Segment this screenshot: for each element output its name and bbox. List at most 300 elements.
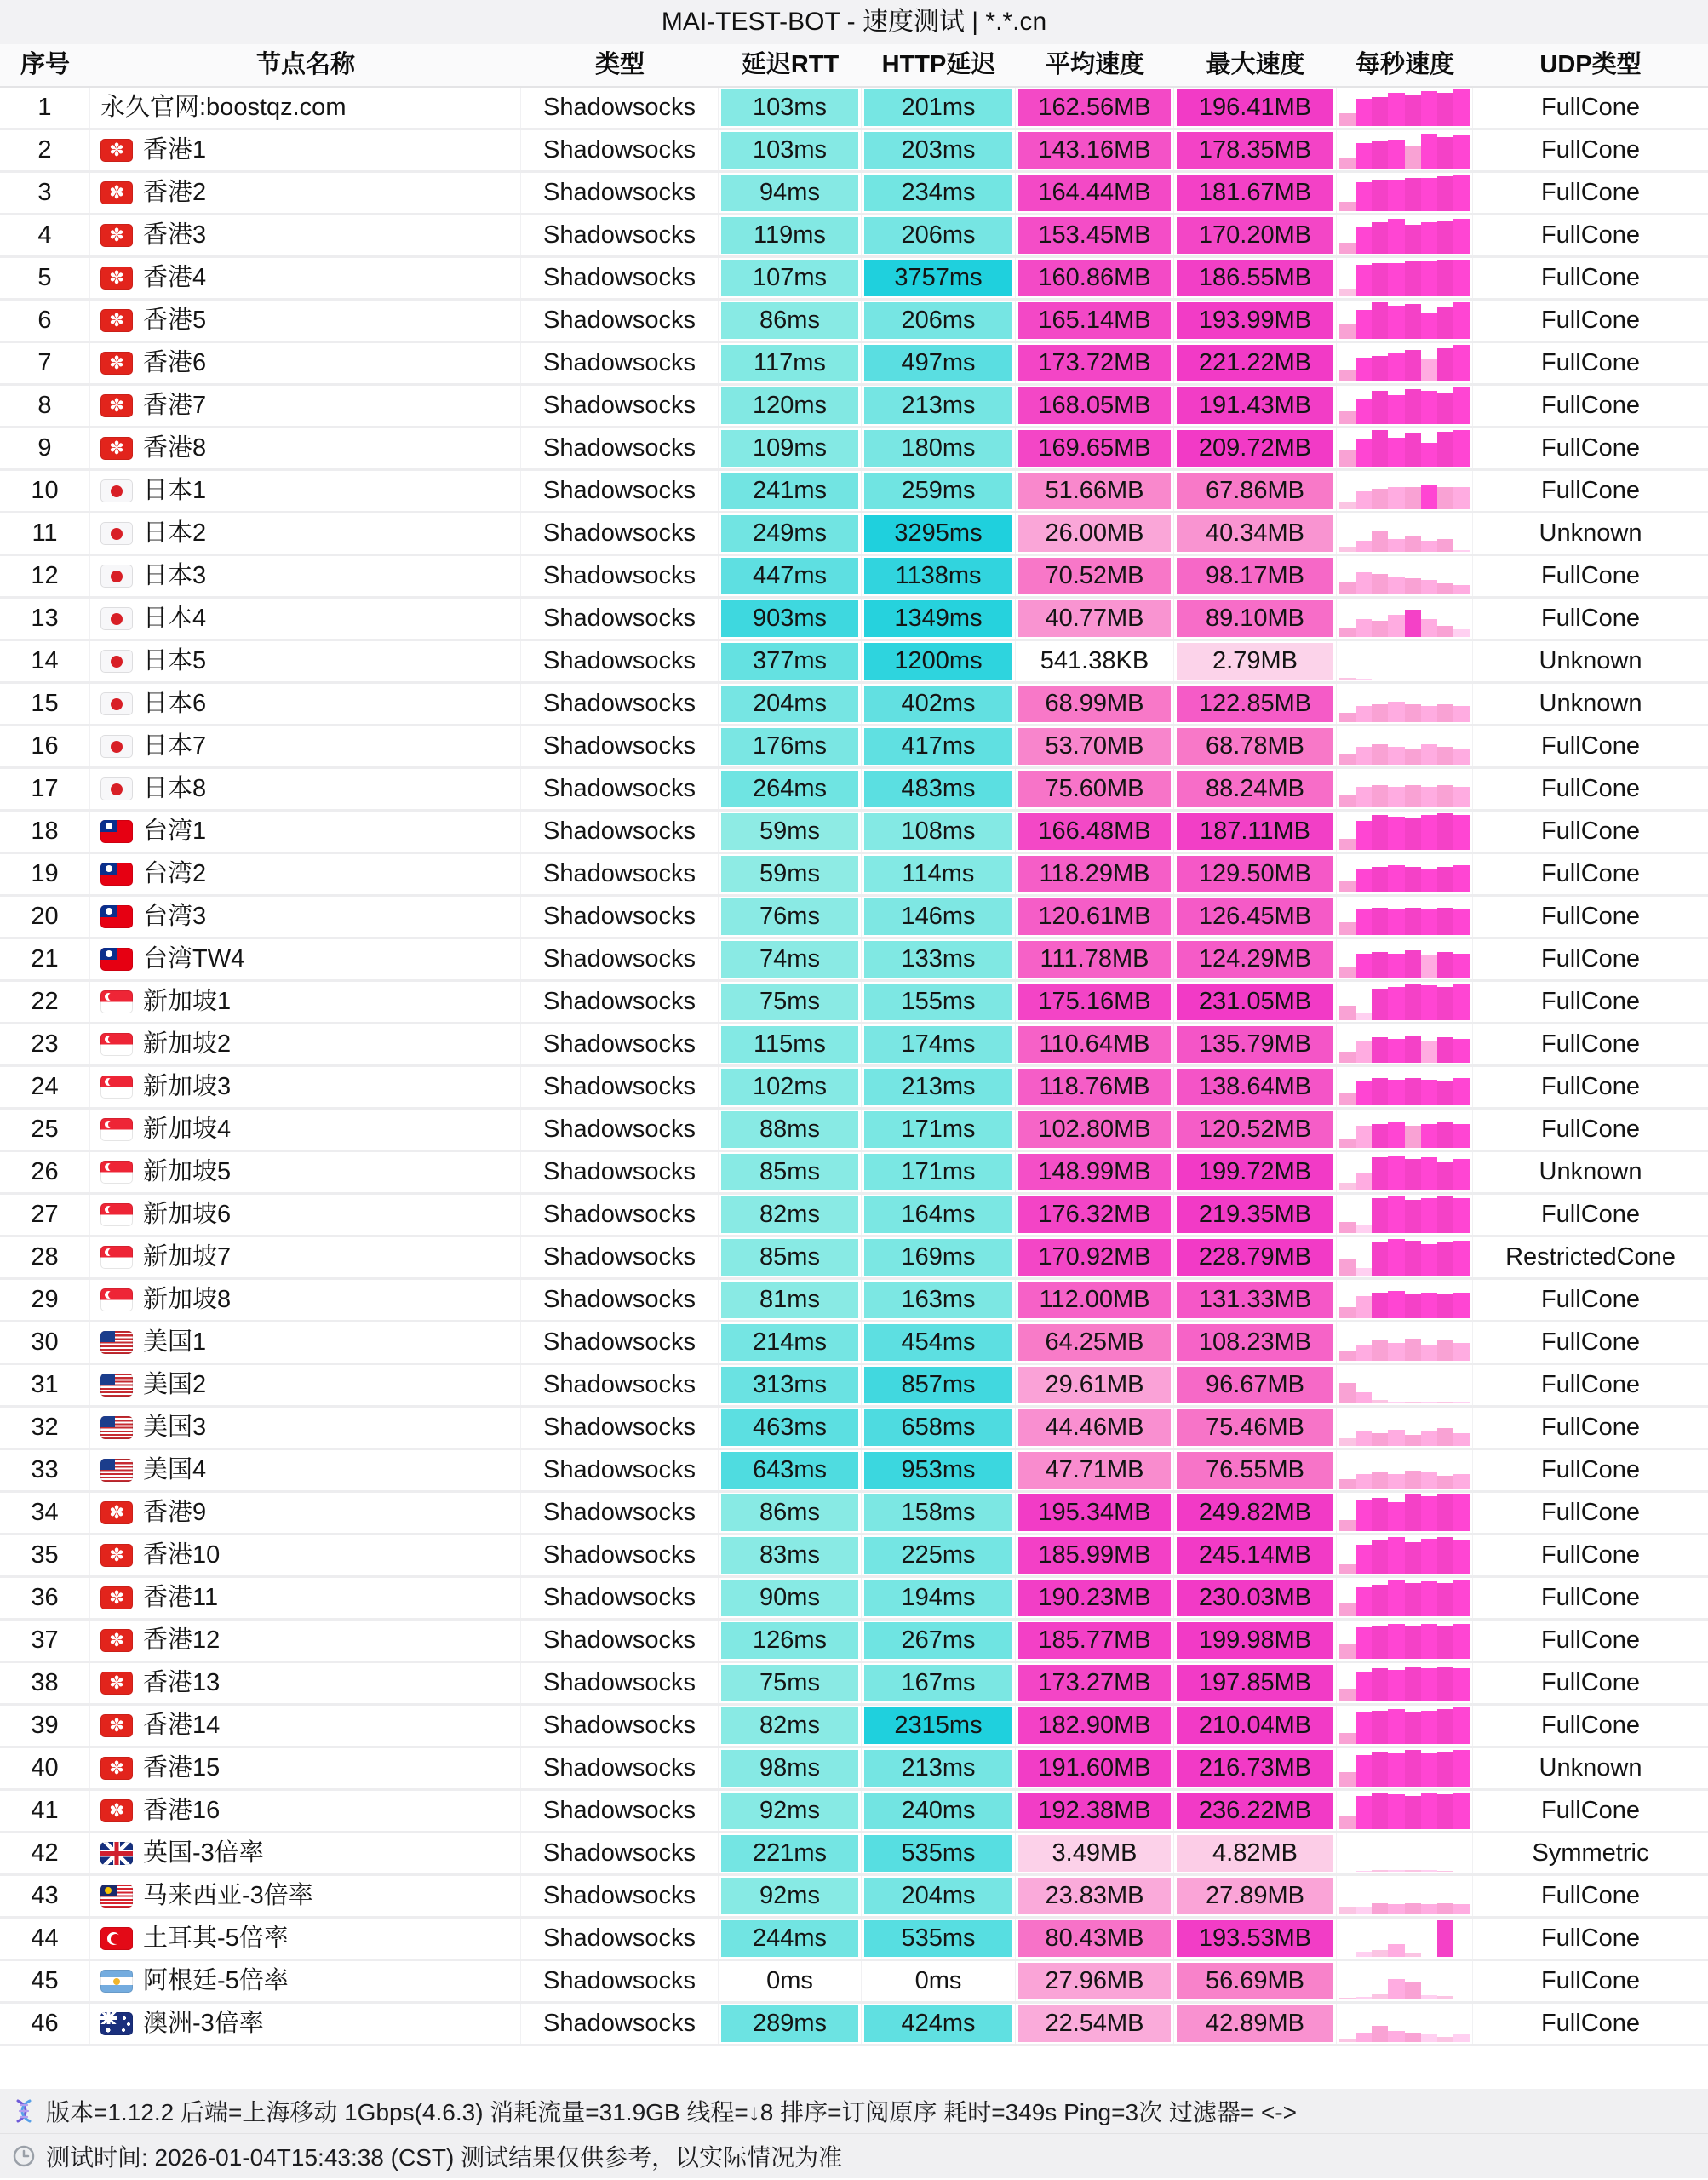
cell-http-latency: 167ms (862, 1663, 1016, 1703)
node-name-text: 日本5 (143, 647, 207, 674)
cell-node-name (90, 1791, 521, 1831)
cell-http-latency: 203ms (862, 130, 1016, 170)
cell-type: Shadowsocks (521, 1365, 719, 1405)
cell-rtt-latency: 88ms (719, 1110, 862, 1150)
cell-udp-type: FullCone (1540, 264, 1641, 291)
cell-max-speed: 216.73MB (1174, 1748, 1337, 1788)
cell-speed-sparkline (1337, 301, 1473, 341)
cell-node-name (90, 982, 521, 1022)
flag-icon (100, 139, 133, 162)
cell-index: 36 (0, 1578, 90, 1618)
cell-http-latency: 213ms (862, 1067, 1016, 1107)
cell-node-name (90, 386, 521, 426)
cell-node-name (90, 1195, 521, 1235)
table-row (0, 939, 1708, 982)
cell-udp-type: Symmetric (1532, 1839, 1649, 1867)
node-name-text: 美国2 (143, 1371, 207, 1398)
cell-type: Shadowsocks (521, 641, 719, 681)
cell-node-name (90, 428, 521, 468)
cell-max-speed: 230.03MB (1174, 1578, 1337, 1618)
cell-index: 46 (0, 2004, 90, 2044)
cell-max-speed: 40.34MB (1174, 513, 1337, 554)
cell-avg-speed: 182.90MB (1016, 1706, 1174, 1746)
cell-rtt-latency: 463ms (719, 1408, 862, 1448)
cell-udp-type: FullCone (1540, 1328, 1641, 1356)
cell-speed-sparkline (1337, 556, 1473, 596)
cell-node-name (90, 1706, 521, 1746)
flag-icon (100, 607, 133, 630)
cell-rtt-latency: 244ms (719, 1919, 862, 1959)
column-header: 类型 (594, 51, 645, 78)
cell-rtt-latency: 75ms (719, 1663, 862, 1703)
cell-rtt-latency: 103ms (719, 88, 862, 128)
cell-avg-speed: 120.61MB (1016, 897, 1174, 937)
cell-node-name (90, 599, 521, 639)
cell-type: Shadowsocks (521, 1024, 719, 1064)
cell-udp-type: Unknown (1539, 1158, 1642, 1185)
cell-http-latency: 108ms (862, 812, 1016, 852)
cell-index: 14 (0, 641, 90, 681)
cell-udp-type: FullCone (1540, 562, 1641, 589)
cell-rtt-latency: 903ms (719, 599, 862, 639)
cell-type: Shadowsocks (521, 556, 719, 596)
cell-index: 16 (0, 726, 90, 766)
cell-avg-speed: 195.34MB (1016, 1493, 1174, 1533)
cell-node-name (90, 556, 521, 596)
cell-type: Shadowsocks (521, 1237, 719, 1277)
table-row (0, 513, 1708, 556)
cell-udp-type: FullCone (1540, 1456, 1641, 1483)
cell-max-speed: 126.45MB (1174, 897, 1337, 937)
cell-index: 38 (0, 1663, 90, 1703)
cell-max-speed: 170.20MB (1174, 215, 1337, 255)
table-row (0, 215, 1708, 258)
flag-icon (100, 1970, 133, 1993)
cell-index: 45 (0, 1961, 90, 2001)
flag-icon (100, 309, 133, 332)
cell-index: 20 (0, 897, 90, 937)
table-row (0, 1663, 1708, 1706)
cell-http-latency: 213ms (862, 1748, 1016, 1788)
cell-http-latency: 206ms (862, 215, 1016, 255)
cell-speed-sparkline (1337, 343, 1473, 383)
cell-speed-sparkline (1337, 471, 1473, 511)
table-row (0, 1365, 1708, 1408)
cell-node-name (90, 1748, 521, 1788)
table-row (0, 1237, 1708, 1280)
cell-index: 24 (0, 1067, 90, 1107)
cell-udp-type: Unknown (1539, 647, 1642, 674)
cell-http-latency: 158ms (862, 1493, 1016, 1533)
cell-http-latency: 267ms (862, 1621, 1016, 1661)
footer-gap (0, 2046, 1708, 2089)
cell-udp-type: FullCone (1540, 1541, 1641, 1569)
cell-http-latency: 155ms (862, 982, 1016, 1022)
flag-icon (100, 479, 133, 502)
cell-avg-speed: 192.38MB (1016, 1791, 1174, 1831)
cell-node-name (90, 769, 521, 809)
cell-speed-sparkline (1337, 726, 1473, 766)
cell-index: 35 (0, 1535, 90, 1575)
cell-index: 15 (0, 684, 90, 724)
cell-avg-speed: 185.99MB (1016, 1535, 1174, 1575)
table-row (0, 1535, 1708, 1578)
table-row (0, 1152, 1708, 1195)
cell-speed-sparkline (1337, 130, 1473, 170)
cell-avg-speed: 102.80MB (1016, 1110, 1174, 1150)
cell-max-speed: 56.69MB (1174, 1961, 1337, 2001)
cell-index: 27 (0, 1195, 90, 1235)
cell-rtt-latency: 117ms (719, 343, 862, 383)
cell-speed-sparkline (1337, 769, 1473, 809)
cell-max-speed: 231.05MB (1174, 982, 1337, 1022)
cell-http-latency: 171ms (862, 1152, 1016, 1192)
cell-type: Shadowsocks (521, 982, 719, 1022)
cell-max-speed: 245.14MB (1174, 1535, 1337, 1575)
flag-icon (100, 267, 133, 290)
cell-rtt-latency: 103ms (719, 130, 862, 170)
cell-udp-type: FullCone (1540, 818, 1641, 845)
cell-node-name (90, 854, 521, 894)
cell-rtt-latency: 264ms (719, 769, 862, 809)
cell-http-latency: 240ms (862, 1791, 1016, 1831)
cell-http-latency: 953ms (862, 1450, 1016, 1490)
cell-index: 12 (0, 556, 90, 596)
cell-udp-type: FullCone (1540, 1030, 1641, 1058)
flag-icon (100, 1586, 133, 1609)
flag-icon (100, 990, 133, 1013)
table-row (0, 428, 1708, 471)
table-row (0, 1876, 1708, 1919)
cell-speed-sparkline (1337, 1535, 1473, 1575)
cell-node-name (90, 1578, 521, 1618)
cell-node-name (90, 2004, 521, 2044)
cell-udp-type: FullCone (1540, 1116, 1641, 1143)
cell-avg-speed: 80.43MB (1016, 1919, 1174, 1959)
cell-http-latency: 174ms (862, 1024, 1016, 1064)
node-name-text: 香港3 (143, 221, 207, 249)
cell-http-latency: 163ms (862, 1280, 1016, 1320)
table-row (0, 1280, 1708, 1322)
cell-udp-type: FullCone (1540, 903, 1641, 930)
cell-avg-speed: 3.49MB (1016, 1833, 1174, 1873)
cell-index: 4 (0, 215, 90, 255)
cell-http-latency: 201ms (862, 88, 1016, 128)
cell-max-speed: 129.50MB (1174, 854, 1337, 894)
cell-type: Shadowsocks (521, 1535, 719, 1575)
cell-speed-sparkline (1337, 1024, 1473, 1064)
cell-max-speed: 135.79MB (1174, 1024, 1337, 1064)
footer-line-2 (0, 2133, 1708, 2178)
cell-index: 33 (0, 1450, 90, 1490)
cell-node-name (90, 726, 521, 766)
node-name-text: 香港6 (143, 349, 207, 376)
cell-speed-sparkline (1337, 1322, 1473, 1362)
cell-type: Shadowsocks (521, 215, 719, 255)
cell-udp-type: RestrictedCone (1505, 1243, 1676, 1271)
cell-index: 11 (0, 513, 90, 554)
cell-avg-speed: 191.60MB (1016, 1748, 1174, 1788)
cell-udp-type: FullCone (1540, 860, 1641, 887)
cell-udp-type: FullCone (1540, 1669, 1641, 1696)
cell-rtt-latency: 643ms (719, 1450, 862, 1490)
cell-avg-speed: 162.56MB (1016, 88, 1174, 128)
cell-max-speed: 2.79MB (1174, 641, 1337, 681)
cell-max-speed: 131.33MB (1174, 1280, 1337, 1320)
cell-type: Shadowsocks (521, 1578, 719, 1618)
cell-avg-speed: 47.71MB (1016, 1450, 1174, 1490)
node-name-text: 永久官网:boostqz.com (100, 94, 347, 121)
cell-avg-speed: 27.96MB (1016, 1961, 1174, 2001)
cell-type: Shadowsocks (521, 1706, 719, 1746)
cell-type: Shadowsocks (521, 173, 719, 213)
cell-avg-speed: 148.99MB (1016, 1152, 1174, 1192)
flag-icon (100, 1459, 133, 1482)
table-row (0, 386, 1708, 428)
cell-type: Shadowsocks (521, 428, 719, 468)
cell-avg-speed: 175.16MB (1016, 982, 1174, 1022)
cell-http-latency: 259ms (862, 471, 1016, 511)
cell-index: 18 (0, 812, 90, 852)
cell-node-name (90, 1493, 521, 1533)
cell-max-speed: 187.11MB (1174, 812, 1337, 852)
flag-icon (100, 1203, 133, 1226)
cell-http-latency: 204ms (862, 1876, 1016, 1916)
cell-rtt-latency: 85ms (719, 1152, 862, 1192)
cell-type: Shadowsocks (521, 343, 719, 383)
table-row (0, 1919, 1708, 1961)
column-header: 序号 (20, 51, 70, 78)
cell-avg-speed: 51.66MB (1016, 471, 1174, 511)
cell-udp-type: FullCone (1540, 1882, 1641, 1909)
flag-icon (100, 1544, 133, 1567)
node-name-text: 台湾1 (143, 818, 207, 845)
table-row (0, 897, 1708, 939)
flag-icon (100, 352, 133, 375)
cell-udp-type: Unknown (1539, 519, 1642, 547)
cell-node-name (90, 173, 521, 213)
cell-type: Shadowsocks (521, 471, 719, 511)
cell-max-speed: 76.55MB (1174, 1450, 1337, 1490)
cell-node-name (90, 1621, 521, 1661)
cell-rtt-latency: 249ms (719, 513, 862, 554)
node-name-text: 日本4 (143, 605, 207, 632)
cell-max-speed: 197.85MB (1174, 1663, 1337, 1703)
cell-http-latency: 169ms (862, 1237, 1016, 1277)
cell-avg-speed: 185.77MB (1016, 1621, 1174, 1661)
cell-max-speed: 27.89MB (1174, 1876, 1337, 1916)
cell-index: 19 (0, 854, 90, 894)
cell-http-latency: 194ms (862, 1578, 1016, 1618)
cell-speed-sparkline (1337, 1706, 1473, 1746)
cell-http-latency: 497ms (862, 343, 1016, 383)
footer-testtime-text: 测试时间: 2026-01-04T15:43:38 (CST) 测试结果仅供参考，以实际情况为准 (46, 2144, 843, 2171)
table-row (0, 1322, 1708, 1365)
cell-http-latency: 424ms (862, 2004, 1016, 2044)
cell-udp-type: FullCone (1540, 775, 1641, 802)
table-row (0, 471, 1708, 513)
cell-max-speed: 88.24MB (1174, 769, 1337, 809)
flag-icon (100, 1927, 133, 1950)
cell-speed-sparkline (1337, 2004, 1473, 2044)
cell-http-latency: 171ms (862, 1110, 1016, 1150)
table-row (0, 301, 1708, 343)
cell-type: Shadowsocks (521, 1961, 719, 2001)
cell-max-speed: 228.79MB (1174, 1237, 1337, 1277)
cell-rtt-latency: 82ms (719, 1706, 862, 1746)
cell-max-speed: 108.23MB (1174, 1322, 1337, 1362)
cell-type: Shadowsocks (521, 726, 719, 766)
cell-udp-type: FullCone (1540, 605, 1641, 632)
flag-icon (100, 863, 133, 886)
cell-rtt-latency: 74ms (719, 939, 862, 979)
table-row (0, 173, 1708, 215)
cell-avg-speed: 168.05MB (1016, 386, 1174, 426)
flag-icon (100, 1374, 133, 1397)
cell-type: Shadowsocks (521, 1110, 719, 1150)
cell-rtt-latency: 119ms (719, 215, 862, 255)
cell-udp-type: FullCone (1540, 1371, 1641, 1398)
cell-udp-type: FullCone (1540, 1925, 1641, 1952)
cell-max-speed: 122.85MB (1174, 684, 1337, 724)
cell-udp-type: FullCone (1540, 945, 1641, 972)
cell-rtt-latency: 76ms (719, 897, 862, 937)
cell-http-latency: 225ms (862, 1535, 1016, 1575)
cell-udp-type: FullCone (1540, 477, 1641, 504)
node-name-text: 新加坡4 (143, 1116, 232, 1143)
cell-node-name (90, 513, 521, 554)
flag-icon (100, 1629, 133, 1652)
cell-speed-sparkline (1337, 1237, 1473, 1277)
cell-rtt-latency: 85ms (719, 1237, 862, 1277)
node-name-text: 日本6 (143, 690, 207, 717)
cell-rtt-latency: 221ms (719, 1833, 862, 1873)
cell-speed-sparkline (1337, 812, 1473, 852)
flag-icon (100, 1246, 133, 1269)
cell-type: Shadowsocks (521, 386, 719, 426)
cell-type: Shadowsocks (521, 1152, 719, 1192)
column-header: UDP类型 (1539, 51, 1642, 78)
node-name-text: 日本1 (143, 477, 207, 504)
cell-avg-speed: 166.48MB (1016, 812, 1174, 852)
cell-node-name (90, 301, 521, 341)
cell-type: Shadowsocks (521, 1280, 719, 1320)
cell-index: 32 (0, 1408, 90, 1448)
cell-rtt-latency: 102ms (719, 1067, 862, 1107)
cell-speed-sparkline (1337, 513, 1473, 554)
cell-node-name (90, 215, 521, 255)
cell-speed-sparkline (1337, 1876, 1473, 1916)
flag-icon (100, 692, 133, 715)
cell-avg-speed: 143.16MB (1016, 130, 1174, 170)
cell-node-name (90, 1833, 521, 1873)
table-row (0, 258, 1708, 301)
flag-icon (100, 1288, 133, 1311)
cell-http-latency: 483ms (862, 769, 1016, 809)
node-name-text: 香港15 (143, 1754, 221, 1781)
cell-udp-type: FullCone (1540, 1286, 1641, 1313)
cell-speed-sparkline (1337, 641, 1473, 681)
cell-avg-speed: 164.44MB (1016, 173, 1174, 213)
cell-rtt-latency: 377ms (719, 641, 862, 681)
cell-node-name (90, 1280, 521, 1320)
flag-icon (100, 1842, 133, 1865)
cell-avg-speed: 75.60MB (1016, 769, 1174, 809)
flag-icon (100, 437, 133, 460)
node-name-text: 日本2 (143, 519, 207, 547)
cell-node-name (90, 1322, 521, 1362)
cell-udp-type: FullCone (1540, 1626, 1641, 1654)
table-row (0, 2004, 1708, 2046)
flag-icon (100, 820, 133, 843)
cell-node-name (90, 1024, 521, 1064)
table-row (0, 1748, 1708, 1791)
cell-http-latency: 3757ms (862, 258, 1016, 298)
cell-index: 3 (0, 173, 90, 213)
flag-icon (100, 2012, 133, 2035)
cell-node-name (90, 258, 521, 298)
flag-icon (100, 1076, 133, 1099)
cell-avg-speed: 170.92MB (1016, 1237, 1174, 1277)
cell-rtt-latency: 126ms (719, 1621, 862, 1661)
node-name-text: 阿根廷-5倍率 (143, 1967, 289, 1994)
cell-index: 37 (0, 1621, 90, 1661)
table-row (0, 1833, 1708, 1876)
cell-type: Shadowsocks (521, 1663, 719, 1703)
table-row (0, 1067, 1708, 1110)
cell-http-latency: 454ms (862, 1322, 1016, 1362)
table-row (0, 769, 1708, 812)
flag-icon (100, 224, 133, 247)
table-row (0, 684, 1708, 726)
table-row (0, 1110, 1708, 1152)
cell-max-speed: 89.10MB (1174, 599, 1337, 639)
node-name-text: 马来西亚-3倍率 (143, 1882, 313, 1909)
cell-type: Shadowsocks (521, 1450, 719, 1490)
cell-type: Shadowsocks (521, 812, 719, 852)
cell-avg-speed: 169.65MB (1016, 428, 1174, 468)
cell-index: 2 (0, 130, 90, 170)
cell-max-speed: 199.72MB (1174, 1152, 1337, 1192)
cell-type: Shadowsocks (521, 684, 719, 724)
cell-index: 8 (0, 386, 90, 426)
cell-udp-type: Unknown (1539, 1754, 1642, 1781)
table-header (0, 44, 1708, 88)
cell-speed-sparkline (1337, 1621, 1473, 1661)
flag-icon (100, 1885, 133, 1908)
flag-icon (100, 394, 133, 417)
cell-http-latency: 417ms (862, 726, 1016, 766)
dna-icon (10, 2097, 37, 2125)
cell-index: 41 (0, 1791, 90, 1831)
clock-icon (10, 2143, 37, 2170)
cell-type: Shadowsocks (521, 1919, 719, 1959)
cell-http-latency: 146ms (862, 897, 1016, 937)
cell-node-name (90, 812, 521, 852)
flag-icon (100, 948, 133, 971)
cell-avg-speed: 190.23MB (1016, 1578, 1174, 1618)
cell-type: Shadowsocks (521, 1493, 719, 1533)
cell-speed-sparkline (1337, 1791, 1473, 1831)
flag-icon (100, 1416, 133, 1439)
cell-rtt-latency: 82ms (719, 1195, 862, 1235)
cell-type: Shadowsocks (521, 2004, 719, 2044)
cell-rtt-latency: 81ms (719, 1280, 862, 1320)
cell-avg-speed: 110.64MB (1016, 1024, 1174, 1064)
cell-max-speed: 178.35MB (1174, 130, 1337, 170)
node-name-text: 新加坡6 (143, 1201, 232, 1228)
flag-icon (100, 1799, 133, 1822)
